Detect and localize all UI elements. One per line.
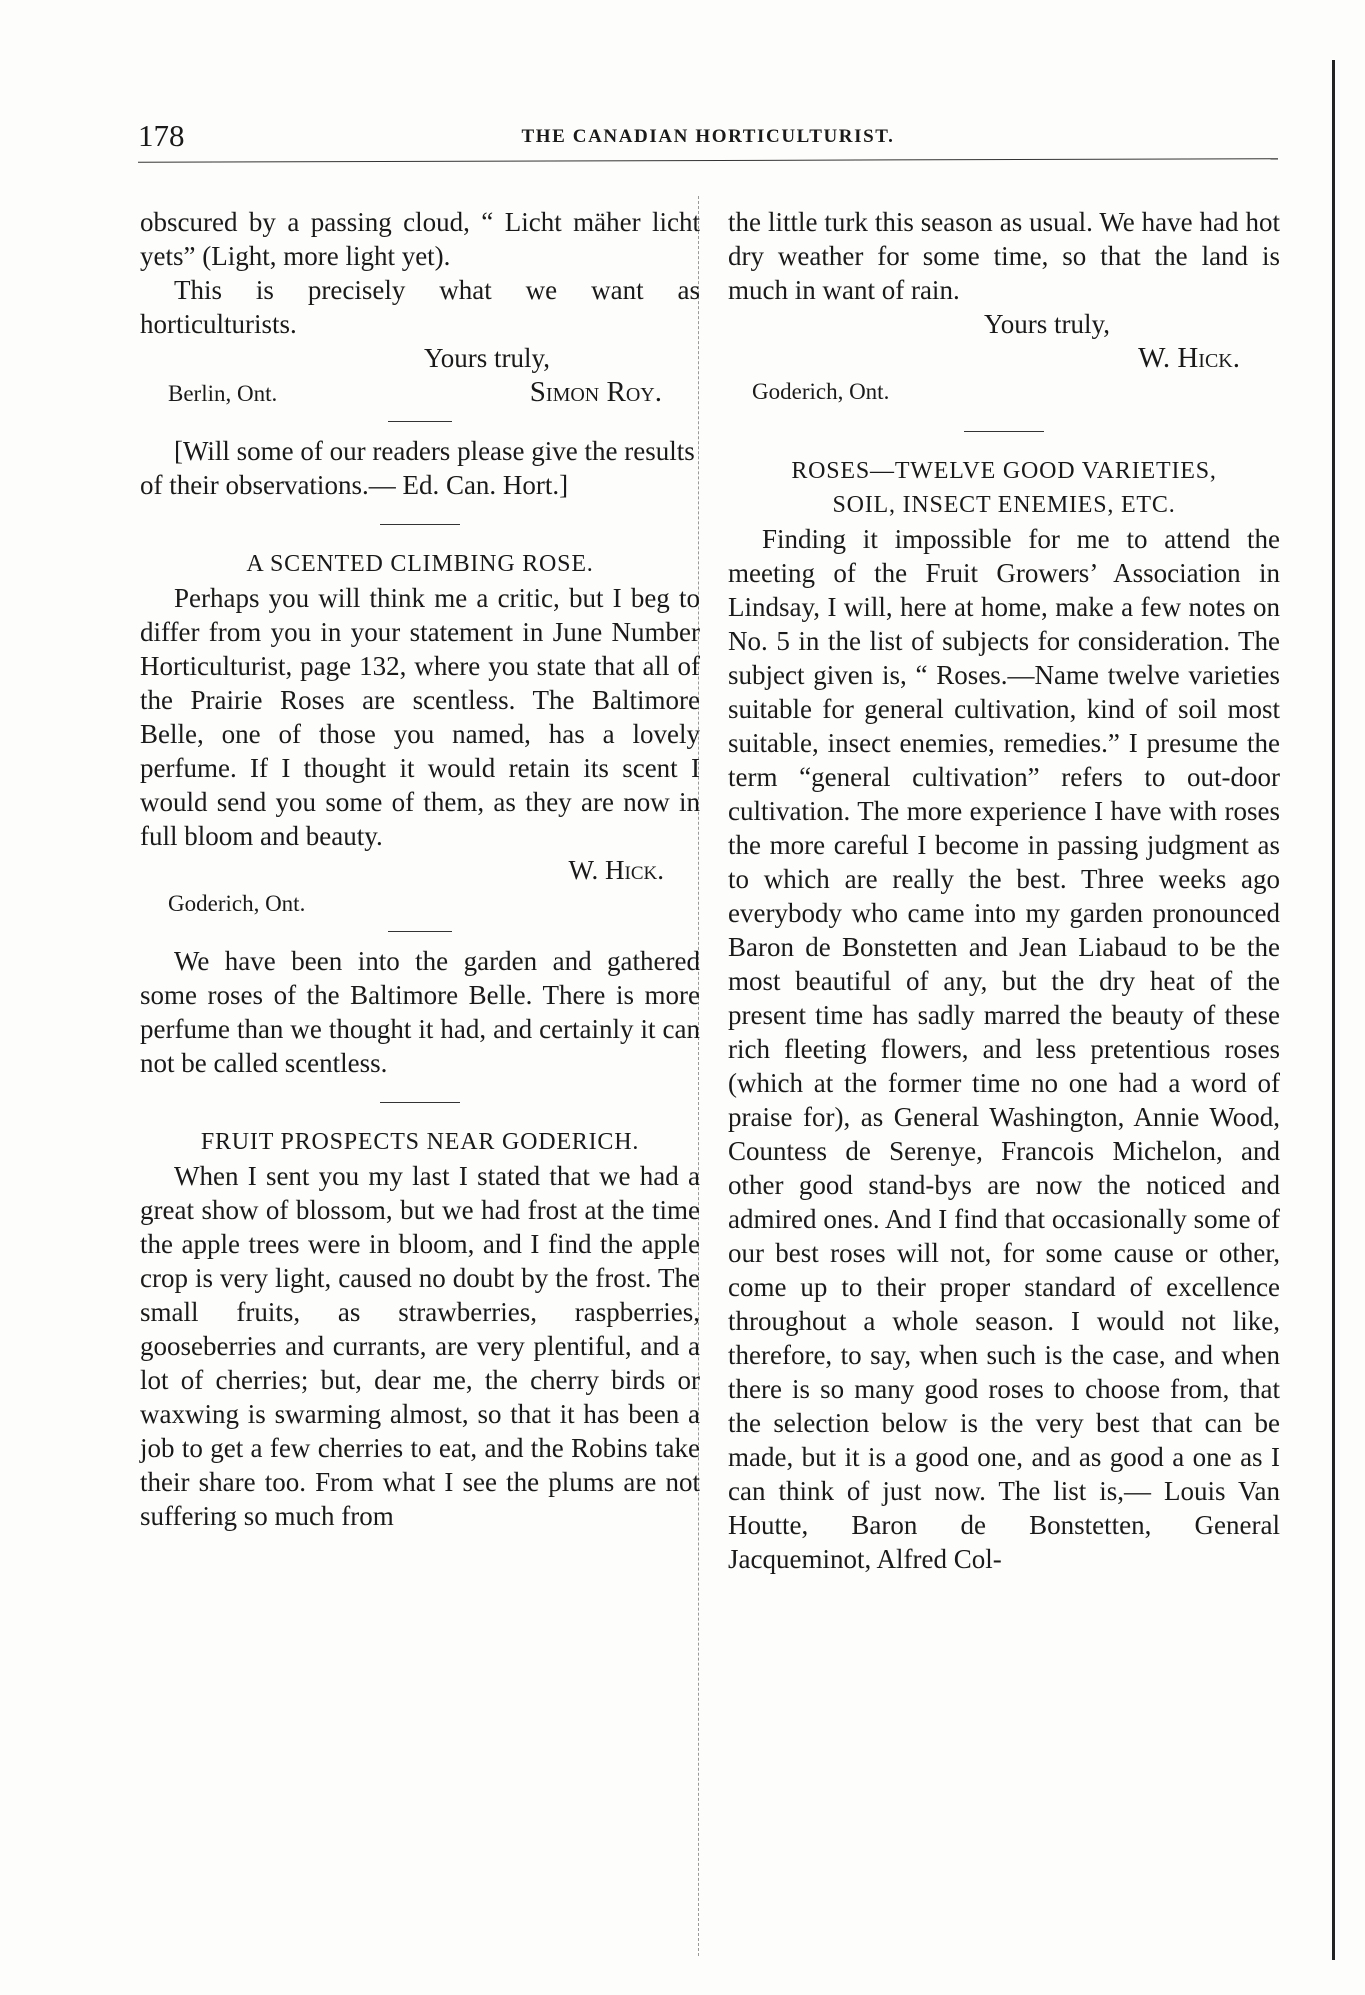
- page-number: 178: [138, 118, 185, 153]
- roses-article-body: Finding it impossible for me to attend the meeting of the Fruit Growers’ Association in Lindsay, I will, here at home, make a few notes on No. 5 in the list of subjects for consideration. The subject given is, “ Roses.—Name twelve varieties suitable for general cultivation, kind of soil most suitable, insect enemies, remedies.” I presume the term “general cultivation” refers to out-door cultivation. The more experience I have with roses the more careful I become in passing judgment as to which are really the best. Three weeks ago everybody who came into my garden pronounced Baron de Bonstetten and Jean Liabaud to be the most beautiful of any, but the dry heat of the present time has sadly marred the beauty of these rich fleeting flowers, and less pretentious roses (which at the former time no one had a word of praise for), as General Washington, Annie Wood, Countess de Serenye, Francois Michelon, and other good stand-bys are now the noticed and admired ones. And I find that occasionally some of our best roses will not, for some cause or other, come up to their proper standard of excellence throughout a whole season. I would not like, therefore, to say, when such is the case, and when there is so many good roses to choose from, that the selection below is the very best that can be made, but it is a good one, and as good a one as I can think of just now. The list is,— Louis Van Houtte, Baron de Bonstetten, General Jacqueminot, Alfred Col-: [728, 524, 1280, 1574]
- editor-reply: We have been into the garden and gathered some roses of the Baltimore Belle. There is more perfume than we thought it had, and certainly it can not be called scentless.: [140, 946, 700, 1078]
- page-header: [138, 118, 1278, 162]
- running-title: THE CANADIAN HORTICULTURIST.: [521, 126, 895, 147]
- left-column: [140, 205, 700, 1533]
- section-title-scented-rose: A SCENTED CLIMBING ROSE.: [246, 551, 594, 577]
- letter-paragraph: This is precisely what we want as horticulturists.: [140, 275, 700, 339]
- section-rule: [380, 1102, 460, 1103]
- section-title-fruit-prospects: FRUIT PROSPECTS NEAR GODERICH.: [200, 1129, 640, 1155]
- letter-ending-paragraph: obscured by a passing cloud, “ Licht mäher licht yets” (Light, more light yet).: [140, 207, 700, 271]
- scented-rose-letter: Perhaps you will think me a critic, but I beg to differ from you in your statement in June Number Horticulturist, page 132, where you state that all of the Prairie Roses are scentless. The Baltimore Belle, one of those you named, has a lovely perfume. If I thought it would retain its scent I would send you some of them, as they are now in full bloom and beauty.: [140, 583, 700, 851]
- separator-rule: [388, 931, 452, 932]
- separator-rule: [388, 421, 452, 422]
- page-edge-mark: [1332, 60, 1335, 1960]
- section-rule: [380, 524, 460, 525]
- closing-yours-truly: Yours truly,: [423, 343, 550, 373]
- scented-rose-place: Goderich, Ont.: [168, 891, 306, 916]
- closing-yours-truly: Yours truly,: [983, 309, 1110, 339]
- fruit-prospects-signer: W. Hick.: [1138, 342, 1240, 374]
- scented-rose-signer: W. Hick.: [568, 855, 664, 885]
- section-rule: [964, 431, 1044, 432]
- letter-place: Berlin, Ont.: [168, 381, 278, 406]
- editor-note: [Will some of our readers please give the results of their observations.— Ed. Can. Hort.]: [140, 436, 695, 500]
- section-title-roses-line2: SOIL, INSECT ENEMIES, ETC.: [832, 492, 1176, 518]
- fruit-prospects-continued: the little turk this season as usual. We have had hot dry weather for some time, so that the land is much in want of rain.: [728, 207, 1280, 305]
- fruit-prospects-letter: When I sent you my last I stated that we had a great show of blossom, but we had frost at the time the apple trees were in bloom, and I find the apple crop is very light, caused no doubt by the frost. The small fruits, as strawberries, raspberries, gooseberries and currants, are very plentiful, and a lot of cherries; but, dear me, the cherry birds or waxwing is swarming almost, so that it has been a job to get a few cherries to eat, and the Robins take their share too. From what I see the plums are not suffering so much from: [140, 1161, 700, 1531]
- signature-row: [140, 375, 700, 411]
- section-title-roses-line1: ROSES—TWELVE GOOD VARIETIES,: [791, 458, 1217, 484]
- fruit-prospects-place: Goderich, Ont.: [752, 379, 890, 404]
- letter-signer: Simon Roy.: [529, 376, 662, 408]
- right-column: [728, 205, 1280, 1576]
